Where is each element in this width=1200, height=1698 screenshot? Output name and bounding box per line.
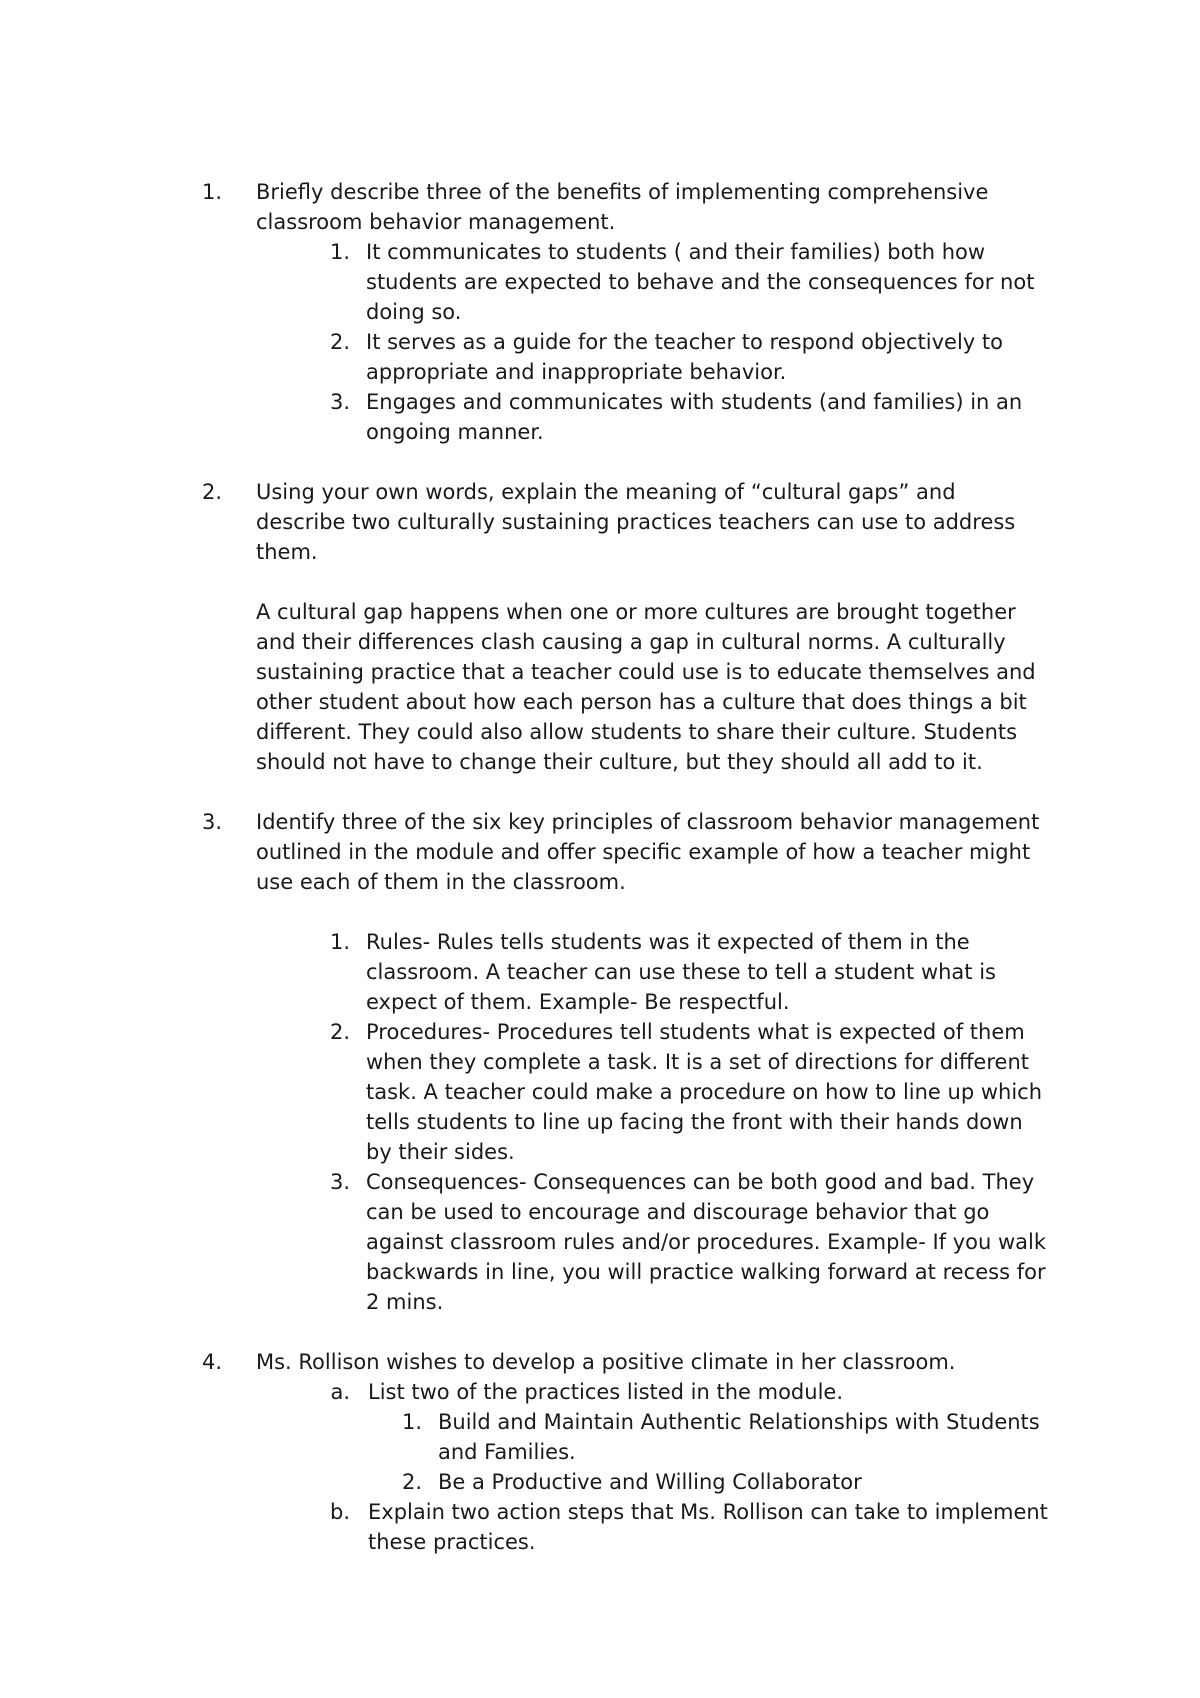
list-item-text: Consequences- Consequences can be both good and bad. They can be used to encourage and discourage behavior that go against classroom rules and/or procedures. Example- If you walk backwards in line, you will practice walking forward at recess for 2 mins.	[366, 1170, 1047, 1314]
list-marker: 3.	[329, 1170, 350, 1194]
list-item-text: It serves as a guide for the teacher to respond objectively to appropriate and inappropriate behavior.	[366, 330, 1003, 384]
list-marker: 1.	[329, 240, 350, 264]
list-item-text: It communicates to students ( and their families) both how students are expected to behave and the consequences for not doing so.	[366, 240, 1035, 324]
subpart-marker: b.	[329, 1500, 350, 1524]
list-item-text: Procedures- Procedures tell students what is expected of them when they complete a task. It is a set of directions for different task. A teacher could make a procedure on how to line up which tells students to line up facing the front with their hands down by their sides.	[366, 1020, 1043, 1164]
list-item-text: Rules- Rules tells students was it expected of them in the classroom. A teacher can use these to tell a student what is expect of them. Example- Be respectful.	[366, 930, 996, 1014]
subpart-marker: a.	[330, 1380, 350, 1404]
list-marker: 2.	[401, 1470, 422, 1494]
question-number: 3.	[201, 810, 222, 834]
subpart-text: Explain two action steps that Ms. Rollison can take to implement these practices.	[368, 1500, 1048, 1554]
answer-text: A cultural gap happens when one or more cultures are brought together and their differences clash causing a gap in cultural norms. A culturally sustaining practice that a teacher could use is to educate themselves and other student about how each person has a culture that does things a bit different. They could also allow students to share their culture. Students should not have to change their culture, but they should all add to it.	[256, 600, 1036, 774]
subpart-text: List two of the practices listed in the module.	[368, 1380, 844, 1404]
question-number: 2.	[201, 480, 222, 504]
list-item-text: Be a Productive and Willing Collaborator	[438, 1470, 862, 1494]
question-text: Using your own words, explain the meaning of “cultural gaps” and describe two culturally sustaining practices teachers can use to address them.	[256, 480, 1016, 564]
list-item-text: Build and Maintain Authentic Relationships with Students and Families.	[438, 1410, 1040, 1464]
list-marker: 1.	[329, 930, 350, 954]
question-text: Identify three of the six key principles of classroom behavior management outlined in the module and offer specific example of how a teacher might use each of them in the classroom.	[256, 810, 1040, 894]
list-item-text: Engages and communicates with students (and families) in an ongoing manner.	[366, 390, 1023, 444]
question-number: 1.	[201, 180, 222, 204]
list-marker: 3.	[329, 390, 350, 414]
list-marker: 2.	[329, 330, 350, 354]
question-text: Ms. Rollison wishes to develop a positive climate in her classroom.	[256, 1350, 956, 1374]
list-marker: 1.	[401, 1410, 422, 1434]
question-text: Briefly describe three of the benefits of implementing comprehensive classroom behavior management.	[256, 180, 989, 234]
question-number: 4.	[201, 1350, 222, 1374]
list-marker: 2.	[329, 1020, 350, 1044]
